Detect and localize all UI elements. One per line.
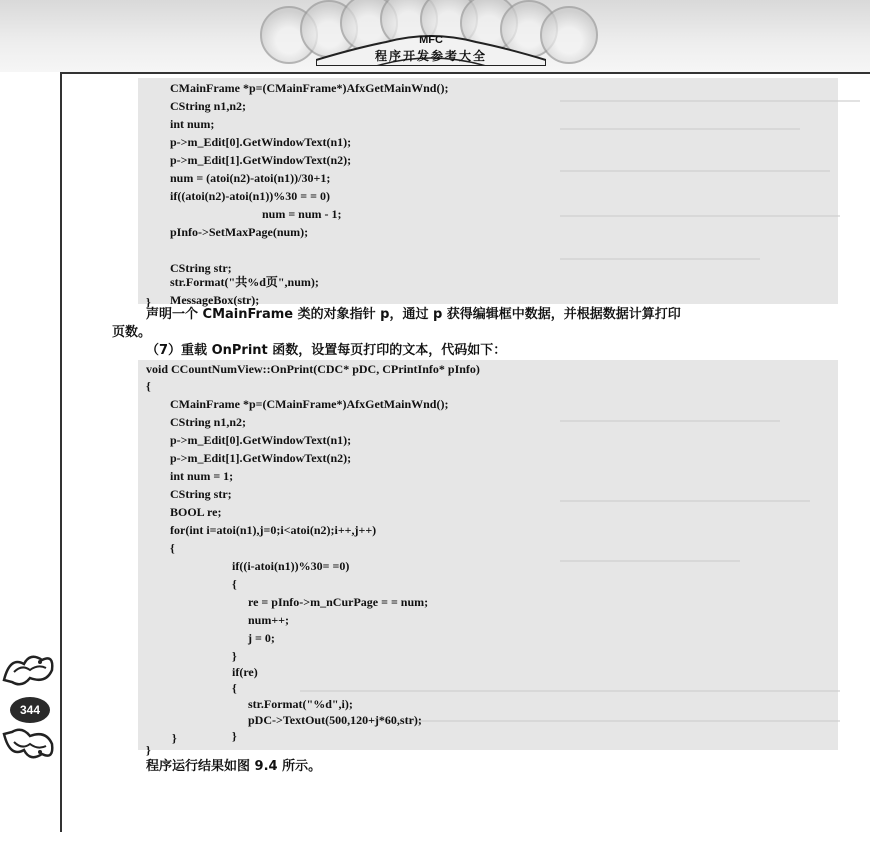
wave-ornament [540, 6, 598, 64]
code-line: BOOL re; [170, 505, 222, 519]
dragon-ornament-icon [0, 650, 58, 690]
code-line: pInfo->SetMaxPage(num); [170, 225, 309, 239]
code-line: p->m_Edit[1].GetWindowText(n2); [170, 153, 352, 167]
book-series-title: 程序开发参考大全 [374, 49, 487, 63]
code-line: p->m_Edit[1].GetWindowText(n2); [170, 451, 352, 465]
code-line: { [232, 681, 237, 695]
code-line: CString n1,n2; [170, 99, 247, 113]
code-line: if((i-atoi(n1))%30= =0) [232, 559, 350, 573]
code-line: int num; [170, 117, 215, 131]
result-caption: 程序运行结果如图 9.4 所示。 [146, 759, 322, 774]
code-line: p->m_Edit[0].GetWindowText(n1); [170, 135, 352, 149]
emblem-label: MFC [419, 34, 443, 46]
bleed-through [560, 420, 780, 422]
code-line: } [232, 649, 237, 663]
step-heading: （7）重载 OnPrint 函数，设置每页打印的文本，代码如下： [146, 343, 507, 358]
code-line: j = 0; [248, 631, 275, 645]
bleed-through [560, 560, 740, 562]
bleed-through [560, 258, 760, 260]
code-line: num++; [248, 613, 290, 627]
code-line: CMainFrame *p=(CMainFrame*)AfxGetMainWnd(); [170, 397, 449, 411]
bleed-through [560, 128, 800, 130]
code-line: if(re) [232, 665, 258, 679]
code-line: } [232, 729, 237, 743]
code-line: { [170, 541, 175, 555]
page-number: 344 [10, 697, 50, 723]
bleed-through [560, 100, 860, 102]
code-line: CMainFrame *p=(CMainFrame*)AfxGetMainWnd(); [170, 81, 449, 95]
code-line: CString str; [170, 261, 232, 275]
margin-divider [60, 72, 62, 832]
code-line: void CCountNumView::OnPrint(CDC* pDC, CPrintInfo* pInfo) [146, 362, 480, 376]
top-divider [60, 72, 870, 74]
code-line: { [232, 577, 237, 591]
code-line: if((atoi(n2)-atoi(n1))%30 = = 0) [170, 189, 330, 203]
code-line: p->m_Edit[0].GetWindowText(n1); [170, 433, 352, 447]
code-line: { [146, 379, 151, 393]
page-header [0, 0, 870, 72]
bleed-through [560, 170, 830, 172]
code-line: CString str; [170, 487, 232, 501]
paragraph-line: 页数。 [112, 325, 152, 340]
code-line: int num = 1; [170, 469, 234, 483]
bleed-through [560, 215, 840, 217]
header-emblem [316, 30, 546, 66]
code-line: str.Format("共%d页",num); [170, 275, 319, 289]
code-line: } [172, 731, 177, 745]
code-line: re = pInfo->m_nCurPage = = num; [248, 595, 429, 609]
code-line: num = num - 1; [262, 207, 342, 221]
code-line: CString n1,n2; [170, 415, 247, 429]
code-line: pDC->TextOut(500,120+j*60,str); [248, 713, 422, 727]
code-line: num = (atoi(n2)-atoi(n1))/30+1; [170, 171, 331, 185]
code-line: } [146, 743, 151, 757]
code-line: } [146, 295, 151, 309]
bleed-through [300, 690, 840, 692]
code-line: for(int i=atoi(n1),j=0;i<atoi(n2);i++,j++) [170, 523, 377, 537]
dragon-ornament-icon [0, 724, 58, 764]
paragraph-line: 声明一个 CMainFrame 类的对象指针 p，通过 p 获得编辑框中数据，并根据数据计算打印 [146, 307, 681, 322]
bleed-through [560, 500, 810, 502]
code-line: str.Format("%d",i); [248, 697, 353, 711]
code-line: MessageBox(str); [170, 293, 260, 307]
